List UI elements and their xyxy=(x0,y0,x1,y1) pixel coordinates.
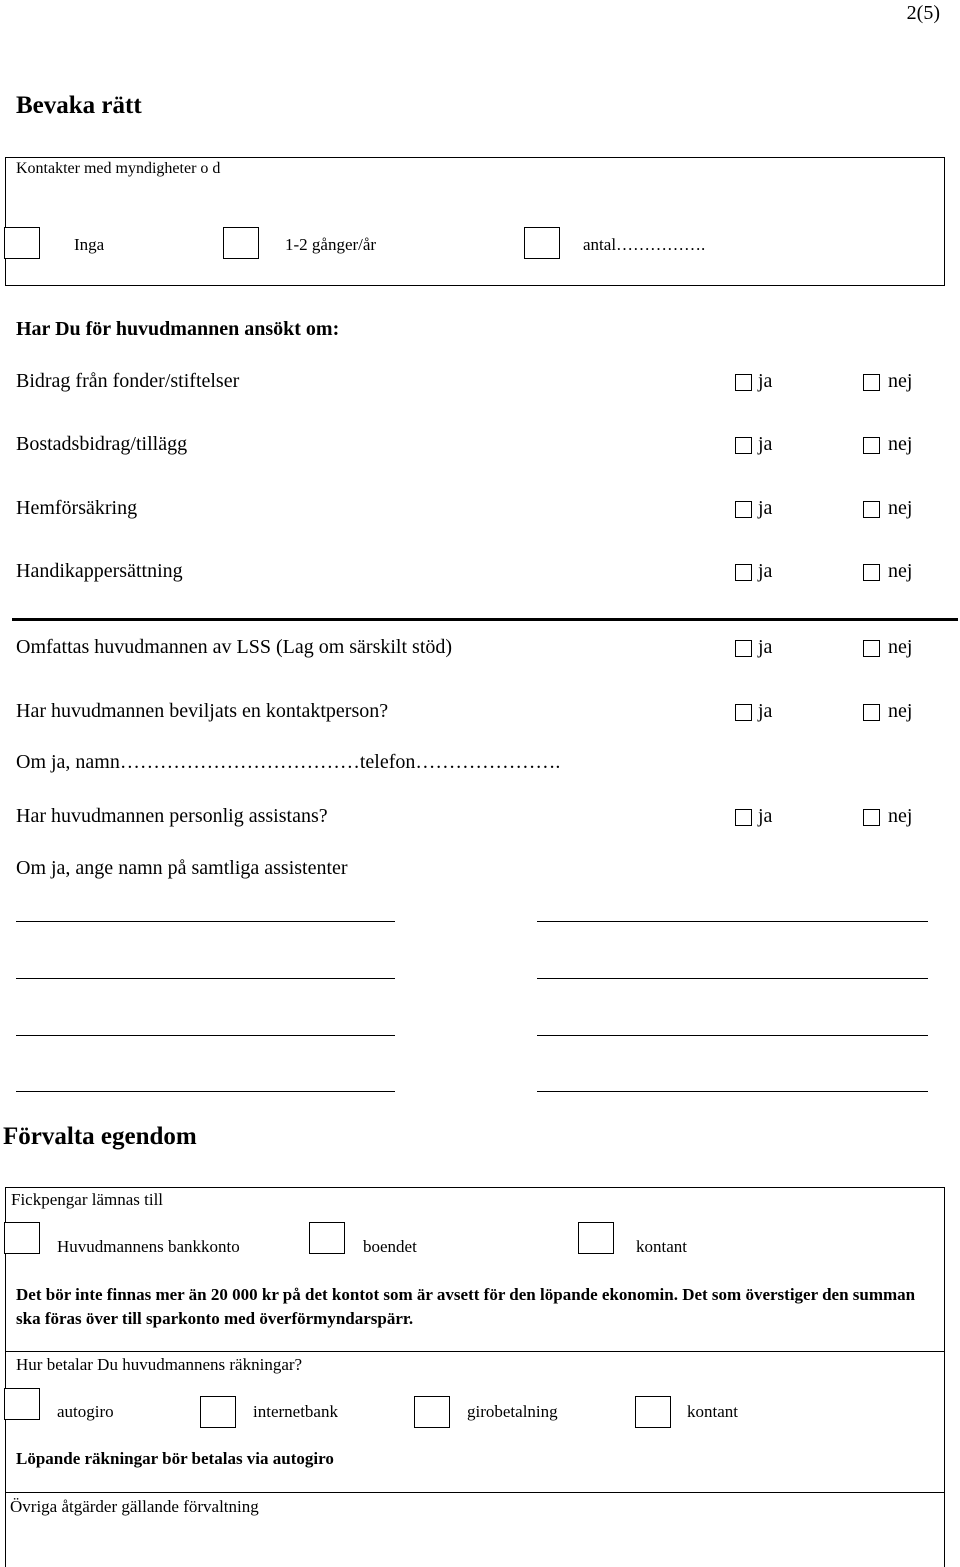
other-measures-field[interactable] xyxy=(10,1522,935,1564)
no-checkbox[interactable] xyxy=(863,374,880,391)
no-label: nej xyxy=(888,560,913,582)
applied-item-label: Bidrag från fonder/stiftelser xyxy=(16,370,240,392)
no-checkbox[interactable] xyxy=(863,501,880,518)
box-divider xyxy=(5,1492,945,1493)
yes-checkbox[interactable] xyxy=(735,501,752,518)
yes-label: ja xyxy=(758,805,773,827)
assistant-name-line[interactable] xyxy=(537,921,928,922)
assistant-name-line[interactable] xyxy=(16,1035,395,1036)
bills-label: Hur betalar Du huvudmannens räkningar? xyxy=(16,1355,303,1374)
pocket-money-option-label: boendet xyxy=(363,1237,417,1256)
yes-label: ja xyxy=(758,433,773,455)
yes-checkbox[interactable] xyxy=(735,640,752,657)
bills-option-label: kontant xyxy=(687,1402,738,1421)
balance-note: Det bör inte finnas mer än 20 000 kr på det kontot som är avsett för den löpande ekonomin. Det som överstiger den summan ska föras över till sparkonto med överförmyndarspärr. xyxy=(16,1285,916,1328)
contact-person-question: Har huvudmannen beviljats en kontaktperson? xyxy=(16,700,389,722)
bills-note: Löpande räkningar bör betalas via autogiro xyxy=(16,1449,334,1468)
no-label: nej xyxy=(888,805,913,827)
no-checkbox[interactable] xyxy=(863,809,880,826)
pocket-money-label: Fickpengar lämnas till xyxy=(11,1190,164,1209)
no-checkbox[interactable] xyxy=(863,704,880,721)
assistant-name-line[interactable] xyxy=(537,1091,928,1092)
yes-label: ja xyxy=(758,497,773,519)
bills-checkbox[interactable] xyxy=(4,1388,40,1420)
pocket-money-checkbox[interactable] xyxy=(4,1222,40,1254)
section-divider xyxy=(12,618,958,621)
yes-label: ja xyxy=(758,700,773,722)
pocket-money-option-label: kontant xyxy=(636,1237,687,1256)
contacts-label: Kontakter med myndigheter o d xyxy=(16,160,221,177)
no-checkbox[interactable] xyxy=(863,640,880,657)
section-title-forvalta: Förvalta egendom xyxy=(3,1123,197,1150)
bills-option-label: autogiro xyxy=(57,1402,114,1421)
no-label: nej xyxy=(888,636,913,658)
yes-label: ja xyxy=(758,370,773,392)
no-label: nej xyxy=(888,497,913,519)
no-label: nej xyxy=(888,370,913,392)
no-checkbox[interactable] xyxy=(863,564,880,581)
assistant-name-line[interactable] xyxy=(16,921,395,922)
contacts-option-checkbox[interactable] xyxy=(4,227,40,259)
no-label: nej xyxy=(888,700,913,722)
no-label: nej xyxy=(888,433,913,455)
bills-option-label: girobetalning xyxy=(467,1402,558,1421)
assistance-question: Har huvudmannen personlig assistans? xyxy=(16,805,328,827)
applied-item-label: Hemförsäkring xyxy=(16,497,138,519)
contacts-option-label: antal……………. xyxy=(583,235,706,254)
bills-checkbox[interactable] xyxy=(414,1396,450,1428)
contacts-option-label: Inga xyxy=(74,235,105,254)
assistant-name-line[interactable] xyxy=(16,1091,395,1092)
section-title-bevaka: Bevaka rätt xyxy=(16,92,142,119)
applied-item-label: Handikappersättning xyxy=(16,560,183,582)
contacts-option-checkbox[interactable] xyxy=(223,227,259,259)
pocket-money-checkbox[interactable] xyxy=(309,1222,345,1254)
assistant-name-line[interactable] xyxy=(537,1035,928,1036)
assistants-prompt: Om ja, ange namn på samtliga assistenter xyxy=(16,857,348,879)
yes-label: ja xyxy=(758,560,773,582)
contacts-option-label: 1-2 gånger/år xyxy=(285,235,377,254)
yes-checkbox[interactable] xyxy=(735,564,752,581)
no-checkbox[interactable] xyxy=(863,437,880,454)
contact-person-details-field[interactable]: Om ja, namn………………………………telefon…………………. xyxy=(16,751,561,773)
yes-checkbox[interactable] xyxy=(735,809,752,826)
bills-option-label: internetbank xyxy=(253,1402,338,1421)
bills-checkbox[interactable] xyxy=(200,1396,236,1428)
lss-question: Omfattas huvudmannen av LSS (Lag om särskilt stöd) xyxy=(16,636,453,658)
page-number: 2(5) xyxy=(906,2,940,24)
other-measures-label: Övriga åtgärder gällande förvaltning xyxy=(10,1497,259,1516)
yes-label: ja xyxy=(758,636,773,658)
bills-checkbox[interactable] xyxy=(635,1396,671,1428)
applied-item-label: Bostadsbidrag/tillägg xyxy=(16,433,188,455)
pocket-money-checkbox[interactable] xyxy=(578,1222,614,1254)
assistant-name-line[interactable] xyxy=(537,978,928,979)
applied-heading: Har Du för huvudmannen ansökt om: xyxy=(16,318,340,340)
contacts-option-checkbox[interactable] xyxy=(524,227,560,259)
yes-checkbox[interactable] xyxy=(735,437,752,454)
assistant-name-line[interactable] xyxy=(16,978,395,979)
yes-checkbox[interactable] xyxy=(735,704,752,721)
yes-checkbox[interactable] xyxy=(735,374,752,391)
pocket-money-option-label: Huvudmannens bankkonto xyxy=(57,1237,240,1256)
box-divider xyxy=(5,1351,945,1352)
